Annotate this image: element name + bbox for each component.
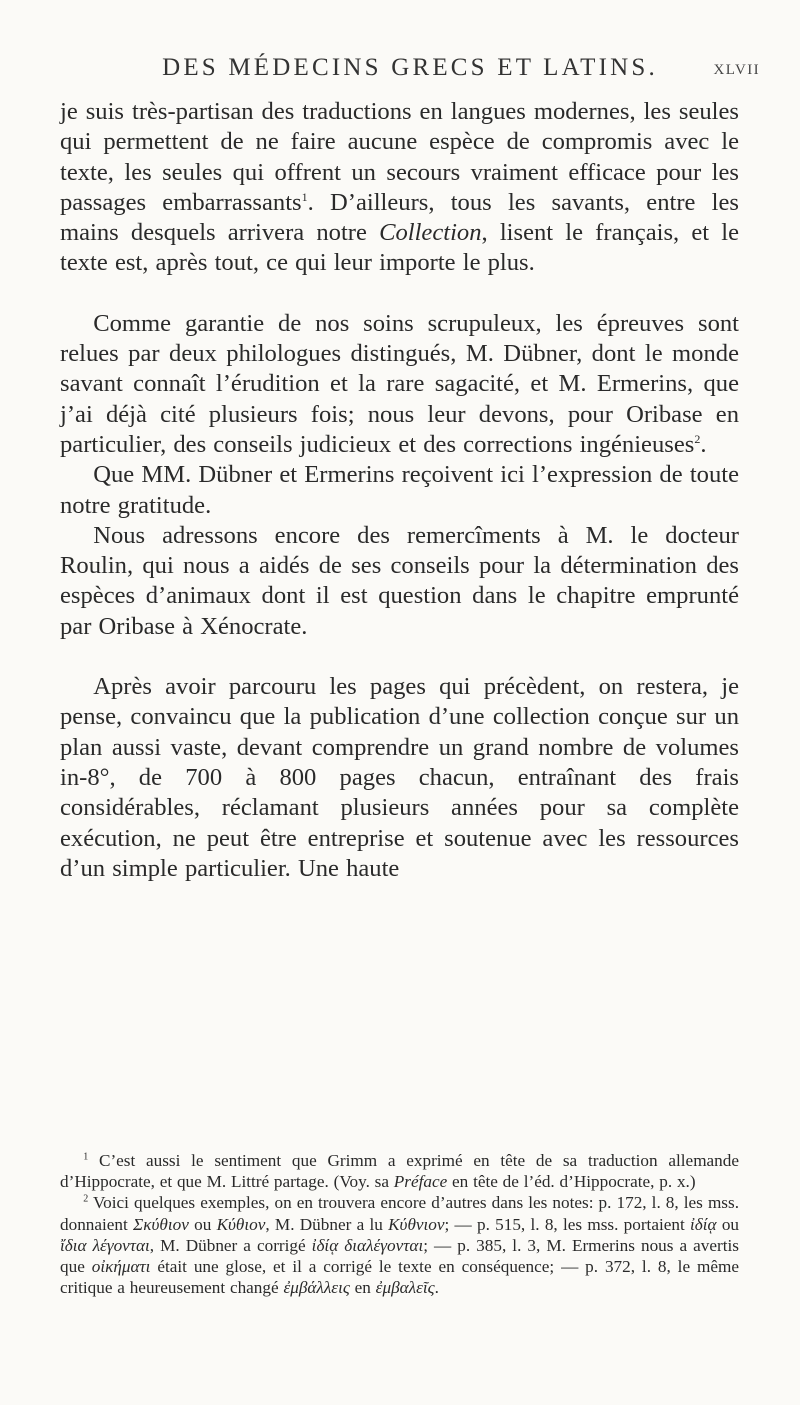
footnote-reference-2: 2 xyxy=(694,431,701,446)
page-number: XLVII xyxy=(713,62,760,78)
footnote-2-end: . xyxy=(434,1278,439,1298)
running-head xyxy=(60,54,760,90)
footnote-2-part-4: ; — p. 515, l. 8, les mss. portaient xyxy=(444,1214,690,1234)
paragraph-2-end: . xyxy=(700,430,707,458)
paragraph-1-continuation: . D’ailleurs, tous les savants, entre les mains desquels arrivera notre xyxy=(60,188,739,247)
footnote-2-part-5: ou xyxy=(716,1214,740,1234)
footnote-2-part-7: ; — p. 385, l. 3, M. Ermerins nous a avertis que xyxy=(60,1235,739,1277)
footnote-2-part-1: Voici quelques exemples, on en trouvera encore d’autres dans les notes: p. 172, l. 8, les mss. donnaient xyxy=(60,1193,739,1234)
greek-reading-4: ἰδίᾳ xyxy=(690,1214,717,1234)
footnote-1-end: en tête de l’éd. d’Hippocrate, p. x.) xyxy=(447,1172,696,1192)
greek-reading-9: ἐμβαλεῖς xyxy=(375,1278,435,1298)
footnote-2-part-9: en xyxy=(349,1278,376,1298)
paragraph-1 xyxy=(60,97,739,279)
footnote-1-text: C’est aussi le sentiment que Grimm a exprimé en tête de sa traduction allemande d’Hippocrate, et que M. Littré partage. (Voy. sa xyxy=(60,1151,740,1192)
greek-reading-5: ἴδια λέγονται xyxy=(60,1235,150,1255)
greek-reading-2: Κύθιον xyxy=(216,1214,266,1234)
paragraph-3: Que MM. Dübner et Ermerins reçoivent ici l’expression de toute notre gratitude. xyxy=(60,461,739,519)
paragraph-4: Nous adressons encore des remercîments à M. le docteur Roulin, qui nous a aidés de ses conseils pour la détermination des espèces d’animaux dont il est question dans le chapitre emprunté par Oribase à Xénocrate. xyxy=(60,521,739,640)
footnote-2-part-8: était une glose, et il a corrigé le texte en conséquence; — p. 372, l. 8, le même critique a heureusement changé xyxy=(60,1257,739,1298)
running-title: DES MÉDECINS GRECS ET LATINS. xyxy=(162,54,658,81)
footnote-2-part-3: , M. Dübner a lu xyxy=(265,1214,389,1234)
paragraph-5: Après avoir parcouru les pages qui précèdent, on restera, je pense, convaincu que la publication d’une collection conçue sur un plan aussi vaste, devant comprendre un grand nombre de volumes in-8°, de 700 à 800 pages chacun, entraînant des frais considérables, réclamant plusieurs années pour sa complète exécution, ne peut être entreprise et soutenue avec les ressources d’un simple particulier. Une haute xyxy=(60,673,739,882)
collection-title: Collection xyxy=(379,219,482,247)
greek-reading-6: ἰδίᾳ διαλέγονται xyxy=(311,1235,424,1255)
footnote-2-part-2: ou xyxy=(188,1214,217,1234)
greek-reading-3: Κύθνιον xyxy=(388,1214,445,1234)
preface-title: Préface xyxy=(393,1172,448,1192)
footnotes xyxy=(60,1150,739,1298)
main-text xyxy=(60,97,739,884)
greek-reading-7: οἰκήματι xyxy=(91,1257,151,1277)
footnote-2-part-6: , M. Dübner a corrigé xyxy=(149,1235,312,1255)
footnote-2 xyxy=(60,1192,739,1298)
paragraph-2 xyxy=(60,309,739,460)
greek-reading-1: Σκύθιον xyxy=(133,1214,189,1234)
paragraph-1-text: je suis très-partisan des traductions en langues modernes, les seules qui permettent de ne faire aucune espèce de compromis avec le texte, les seules qui offrent un secours vraiment efficace pour les passages embarrassants xyxy=(60,98,739,216)
paragraph-1-end: , lisent le français, et le texte est, après tout, ce qui leur importe le plus. xyxy=(60,219,739,277)
footnote-reference-1: 1 xyxy=(301,189,308,204)
paragraph-2-text: Comme garantie de nos soins scrupuleux, les épreuves sont relues par deux philologues distingués, M. Dübner, dont le monde savant connaît l’érudition et la rare sagacité, et M. Ermerins, que j’ai déjà cité plusieurs fois; nous leur devons, pour Oribase en particulier, des conseils judicieux et des corrections ingénieuses xyxy=(60,309,739,458)
footnote-1-mark: 1 xyxy=(83,1151,89,1163)
greek-reading-8: ἐμβάλλεις xyxy=(283,1278,350,1298)
footnote-2-mark: 2 xyxy=(83,1193,89,1205)
footnote-1 xyxy=(60,1150,739,1192)
